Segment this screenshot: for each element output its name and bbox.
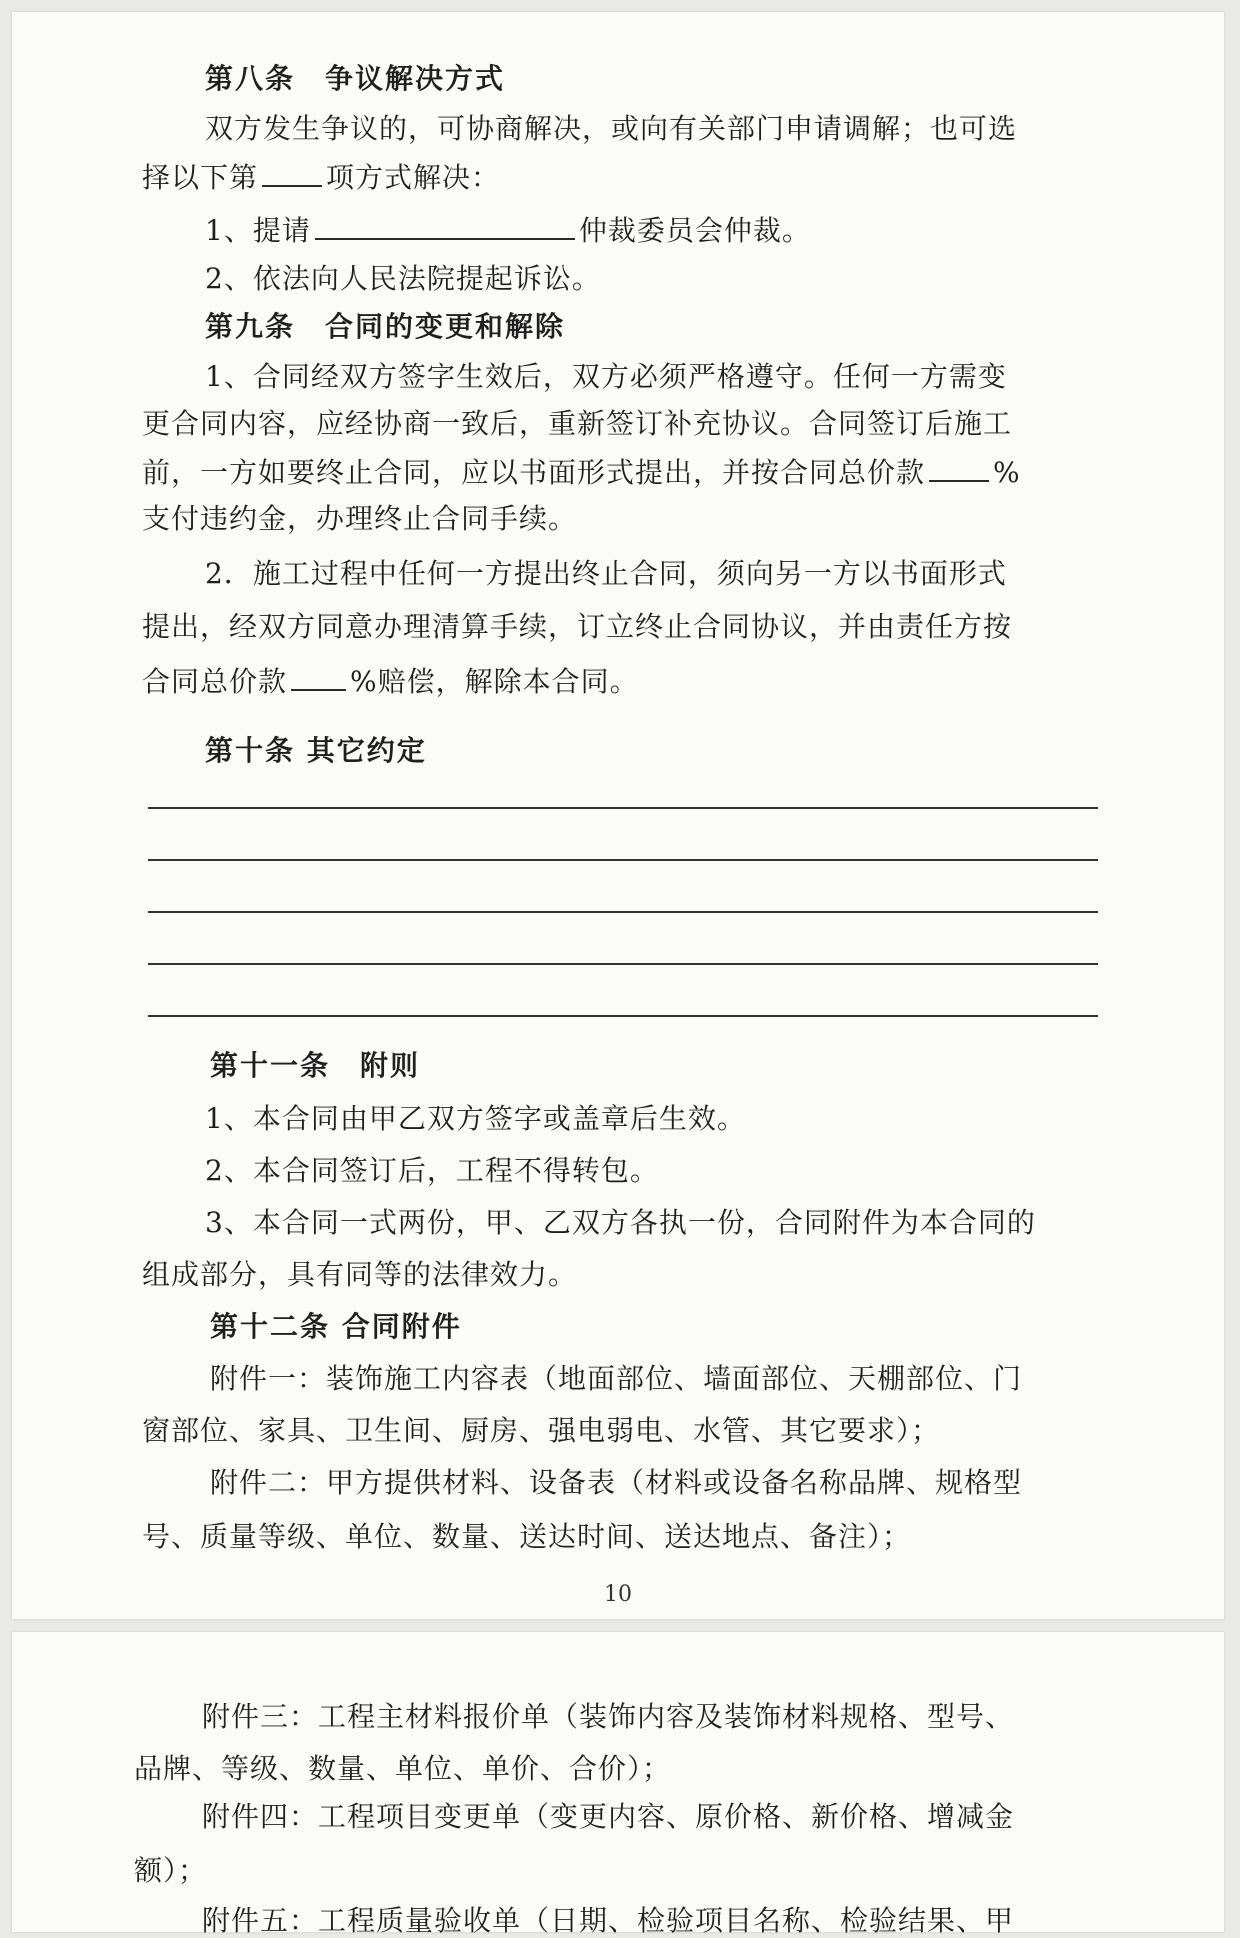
article-9-text: %赔偿，解除本合同。 (350, 665, 639, 698)
option-number-blank (262, 159, 322, 187)
article-11-item: 2、本合同签订后，工程不得转包。 (205, 1154, 659, 1187)
attachment-line: 附件一：装饰施工内容表（地面部位、墙面部位、天棚部位、门 (210, 1362, 1023, 1395)
article-8-text: 项方式解决： (326, 161, 501, 194)
compensation-percent-blank (291, 663, 346, 691)
article-8-heading: 第八条 争议解决方式 (205, 62, 506, 95)
fill-in-line (148, 859, 1098, 861)
arbitration-committee-blank (315, 212, 575, 240)
contract-page-10 (12, 12, 1224, 1619)
article-11-heading: 第十一条 附则 (210, 1049, 421, 1082)
article-9-paragraph-line (142, 663, 639, 699)
article-8-text: 择以下第 (142, 161, 259, 194)
article-9-paragraph-line: 更合同内容，应经协商一致后，重新签订补充协议。合同签订后施工 (142, 407, 1013, 440)
article-8-paragraph-line (142, 159, 500, 195)
penalty-percent-blank (929, 454, 989, 482)
fill-in-line (148, 963, 1098, 965)
option-text: 1、提请 (205, 214, 311, 247)
article-9-text: 前，一方如要终止合同，应以书面形式提出，并按合同总价款 (142, 456, 926, 489)
fill-in-line (148, 807, 1098, 809)
article-9-paragraph-line: 支付违约金，办理终止合同手续。 (142, 502, 578, 535)
article-9-paragraph-line: 1、合同经双方签字生效后，双方必须严格遵守。任何一方需变 (205, 360, 1007, 393)
fill-in-line (148, 1015, 1098, 1017)
page-number: 10 (604, 1582, 632, 1607)
litigation-option: 2、依法向人民法院提起诉讼。 (205, 262, 601, 295)
attachment-line: 号、质量等级、单位、数量、送达时间、送达地点、备注）； (142, 1520, 912, 1553)
attachment-line-cut-off: 附件五：工程质量验收单（日期、检验项目名称、检验结果、甲 (202, 1904, 1015, 1937)
attachment-line: 品牌、等级、数量、单位、单价、合价）； (134, 1752, 672, 1785)
attachment-line: 附件四：工程项目变更单（变更内容、原价格、新价格、增减金 (202, 1800, 1015, 1833)
option-text: 仲裁委员会仲裁。 (578, 214, 811, 247)
article-12-heading: 第十二条 合同附件 (210, 1310, 462, 1343)
attachment-line: 附件三：工程主材料报价单（装饰内容及装饰材料规格、型号、 (202, 1700, 1015, 1733)
attachment-line: 额）； (134, 1854, 208, 1887)
article-8-paragraph-line: 双方发生争议的，可协商解决，或向有关部门申请调解；也可选 (205, 112, 1018, 145)
article-9-text: 合同总价款 (142, 665, 288, 698)
attachment-line: 窗部位、家具、卫生间、厨房、强电弱电、水管、其它要求）； (142, 1414, 941, 1447)
article-10-heading: 第十条 其它约定 (205, 734, 427, 767)
article-9-paragraph-line: 2．施工过程中任何一方提出终止合同，须向另一方以书面形式 (205, 557, 1007, 590)
article-11-item: 1、本合同由甲乙双方签字或盖章后生效。 (205, 1102, 746, 1135)
article-9-paragraph-line (142, 454, 1021, 490)
contract-page-11 (12, 1632, 1224, 1937)
article-9-heading: 第九条 合同的变更和解除 (205, 310, 566, 343)
article-9-paragraph-line: 提出，经双方同意办理清算手续，订立终止合同协议，并由责任方按 (142, 610, 1013, 643)
attachment-line: 附件二：甲方提供材料、设备表（材料或设备名称品牌、规格型 (210, 1466, 1023, 1499)
article-11-item: 组成部分，具有同等的法律效力。 (142, 1258, 578, 1291)
fill-in-line (148, 911, 1098, 913)
arbitration-option (205, 212, 811, 248)
article-11-item: 3、本合同一式两份，甲、乙双方各执一份，合同附件为本合同的 (205, 1206, 1036, 1239)
percent-sign: % (993, 456, 1021, 489)
